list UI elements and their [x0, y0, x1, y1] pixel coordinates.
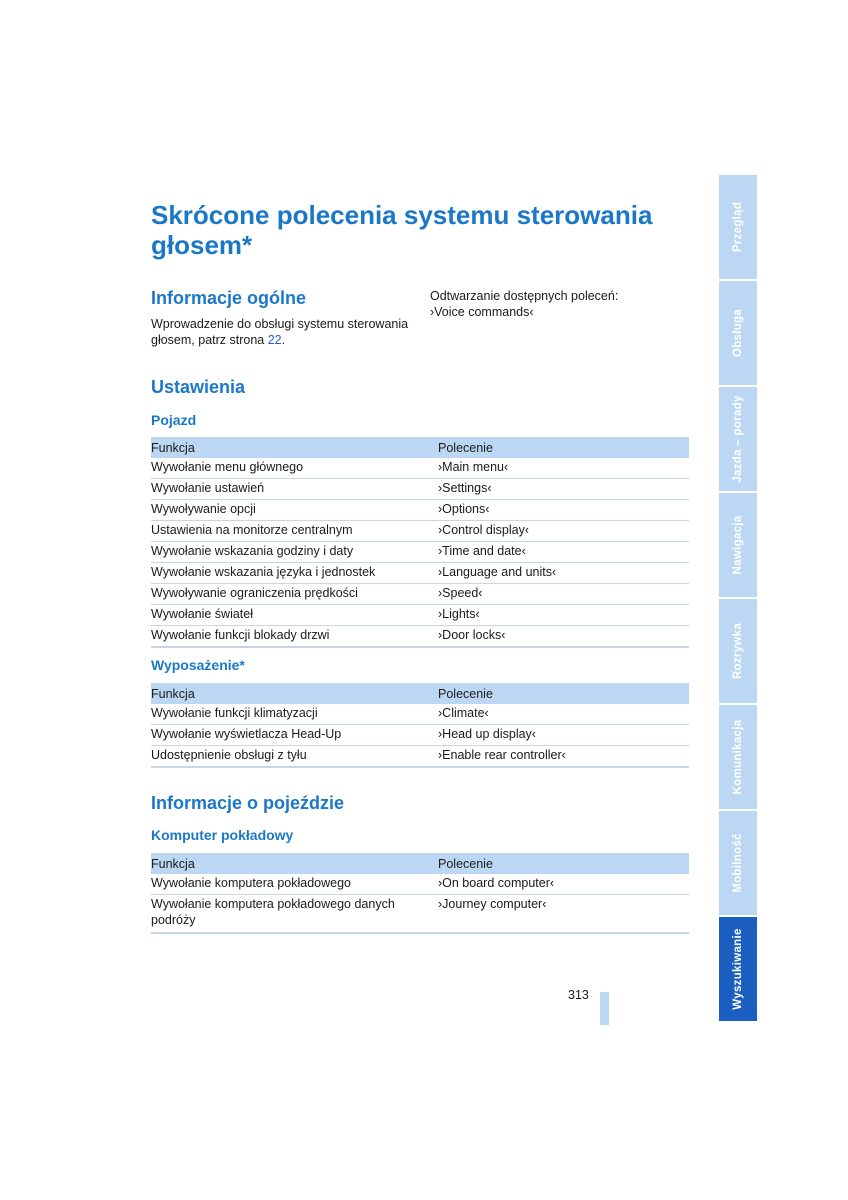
table-row — [151, 479, 689, 500]
table-header-row — [151, 853, 689, 874]
settings-heading: Ustawienia — [151, 377, 246, 397]
tab-label: Przegląd — [732, 201, 744, 253]
function-cell: Wywołanie menu głównego — [151, 458, 438, 479]
table-row — [151, 542, 689, 563]
computer-table — [151, 853, 689, 934]
general-intro-end: . — [281, 333, 286, 347]
tab-komunikacja[interactable] — [719, 705, 757, 809]
table-header-row — [151, 683, 689, 704]
page-link[interactable]: 22 — [267, 333, 282, 347]
function-cell: Wywoływanie opcji — [151, 500, 438, 521]
page-number: 313 — [568, 988, 589, 1002]
computer-heading: Komputer pokładowy — [151, 827, 294, 843]
col-command-header: Polecenie — [438, 853, 689, 874]
table-row — [151, 626, 689, 648]
playback-label: Odtwarzanie dostępnych poleceń: — [430, 289, 619, 303]
function-cell: Wywołanie ustawień — [151, 479, 438, 500]
table-row — [151, 704, 689, 725]
command-cell: ›Door locks‹ — [438, 626, 689, 648]
general-intro — [151, 316, 416, 348]
col-function-header: Funkcja — [151, 853, 438, 874]
function-cell: Wywoływanie ograniczenia prędkości — [151, 584, 438, 605]
table-row — [151, 458, 689, 479]
command-cell: ›Settings‹ — [438, 479, 689, 500]
driving-heading: Informacje o pojeździe — [151, 793, 345, 813]
table-row — [151, 521, 689, 542]
function-cell: Wywołanie wskazania języka i jednostek — [151, 563, 438, 584]
general-intro-text: Wprowadzenie do obsługi systemu sterowania głosem, patrz strona — [151, 317, 409, 347]
tab-label: Nawigacja — [732, 515, 744, 575]
page-number-bar — [600, 992, 609, 1025]
function-cell: Wywołanie komputera pokładowego danych podróży — [151, 895, 438, 934]
tab-label: Rozrywka — [732, 622, 744, 680]
function-cell: Wywołanie wskazania godziny i daty — [151, 542, 438, 563]
table-row — [151, 746, 689, 768]
table-row — [151, 874, 689, 895]
tab-rozrywka[interactable] — [719, 599, 757, 703]
function-cell: Wywołanie funkcji klimatyzacji — [151, 704, 438, 725]
function-cell: Ustawienia na monitorze centralnym — [151, 521, 438, 542]
col-function-header: Funkcja — [151, 437, 438, 458]
col-command-header: Polecenie — [438, 437, 689, 458]
playback-info — [430, 288, 690, 320]
command-cell: ›Time and date‹ — [438, 542, 689, 563]
tab-przeglad[interactable] — [719, 175, 757, 279]
vehicle-table — [151, 437, 689, 648]
table-row — [151, 605, 689, 626]
col-function-header: Funkcja — [151, 683, 438, 704]
table-header-row — [151, 437, 689, 458]
function-cell: Udostępnienie obsługi z tyłu — [151, 746, 438, 768]
tab-wyszukiwanie[interactable] — [719, 917, 757, 1021]
function-cell: Wywołanie świateł — [151, 605, 438, 626]
table-row — [151, 584, 689, 605]
function-cell: Wywołanie komputera pokładowego — [151, 874, 438, 895]
col-command-header: Polecenie — [438, 683, 689, 704]
equipment-table — [151, 683, 689, 768]
command-cell: ›Options‹ — [438, 500, 689, 521]
playback-command: ›Voice commands‹ — [430, 305, 534, 319]
tab-label: Komunikacja — [732, 719, 744, 795]
command-cell: ›Language and units‹ — [438, 563, 689, 584]
equipment-heading: Wyposażenie* — [151, 657, 245, 673]
vehicle-heading: Pojazd — [151, 412, 197, 428]
table-row — [151, 500, 689, 521]
tab-label: Mobilność — [732, 833, 744, 893]
command-cell: ›Journey computer‹ — [438, 895, 689, 934]
command-cell: ›Control display‹ — [438, 521, 689, 542]
command-cell: ›Head up display‹ — [438, 725, 689, 746]
command-cell: ›Climate‹ — [438, 704, 689, 725]
tab-label: Jazda – porady — [732, 395, 744, 483]
command-cell: ›Speed‹ — [438, 584, 689, 605]
table-row — [151, 725, 689, 746]
section-tabs — [719, 175, 757, 1023]
table-row — [151, 563, 689, 584]
command-cell: ›Main menu‹ — [438, 458, 689, 479]
command-cell: ›On board computer‹ — [438, 874, 689, 895]
tab-label: Obsługa — [732, 308, 744, 358]
tab-nawigacja[interactable] — [719, 493, 757, 597]
command-cell: ›Lights‹ — [438, 605, 689, 626]
command-cell: ›Enable rear controller‹ — [438, 746, 689, 768]
tab-jazda-porady[interactable] — [719, 387, 757, 491]
tab-obsluga[interactable] — [719, 281, 757, 385]
page-title: Skrócone polecenia systemu sterowania głosem* — [151, 200, 653, 260]
function-cell: Wywołanie wyświetlacza Head-Up — [151, 725, 438, 746]
tab-mobilnosc[interactable] — [719, 811, 757, 915]
function-cell: Wywołanie funkcji blokady drzwi — [151, 626, 438, 648]
general-heading: Informacje ogólne — [151, 288, 307, 308]
tab-label: Wyszukiwanie — [732, 928, 744, 1010]
table-row — [151, 895, 689, 934]
